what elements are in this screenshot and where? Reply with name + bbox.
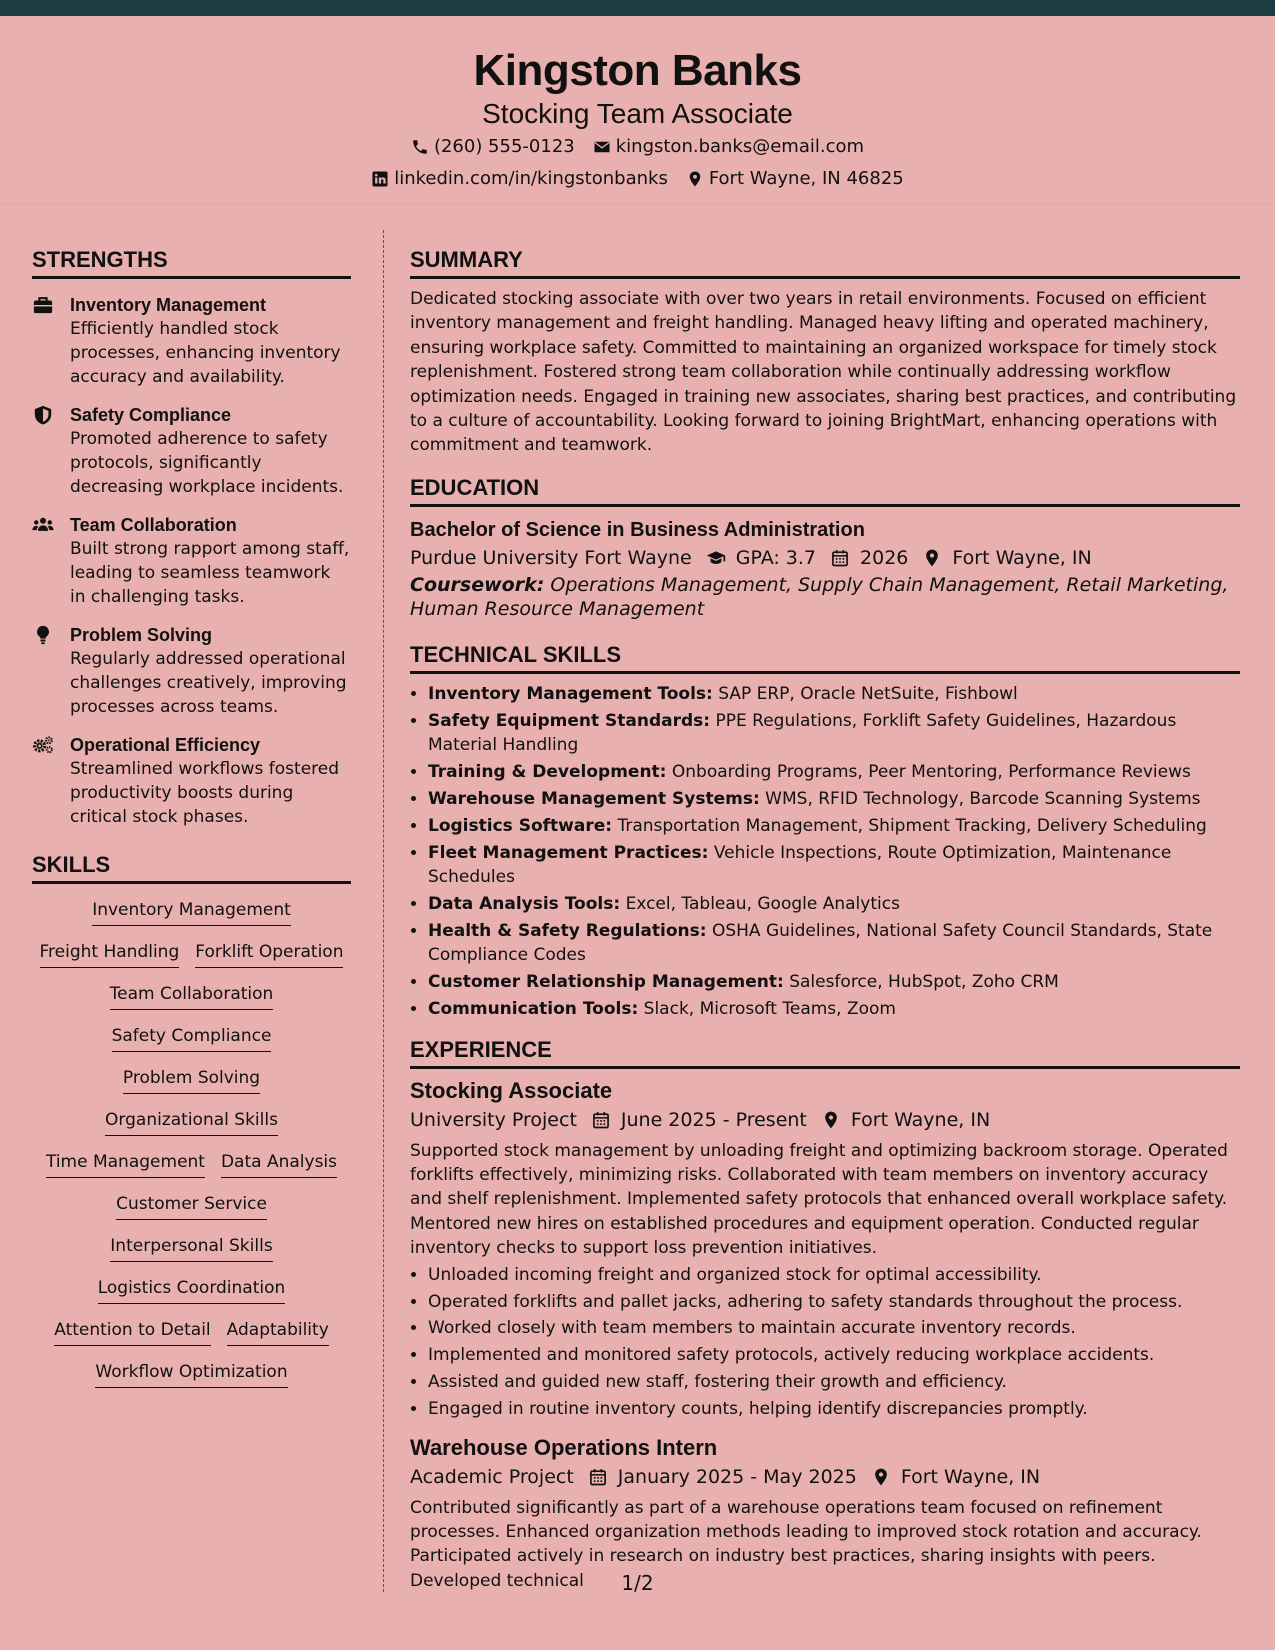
list-item: • Engaged in routine inventory counts, helping identify discrepancies promptly. bbox=[428, 1397, 1240, 1421]
candidate-title: Stocking Team Associate bbox=[482, 98, 793, 129]
education-meta bbox=[410, 543, 1240, 573]
strengths-heading: STRENGTHS bbox=[32, 246, 351, 279]
calendar-icon bbox=[830, 548, 850, 568]
tech-skill-label: Health & Safety Regulations: bbox=[428, 921, 707, 941]
tech-skill-value: Excel, Tableau, Google Analytics bbox=[625, 894, 900, 915]
tech-skill-value: PPE Regulations, Forklift Safety Guidelines, Hazardous Material Handling bbox=[428, 710, 1177, 756]
map-marker-icon bbox=[922, 548, 942, 568]
list-item bbox=[428, 892, 1240, 916]
technical-skills-list bbox=[410, 682, 1240, 1022]
tech-skill-value: Salesforce, HubSpot, Zoho CRM bbox=[789, 972, 1059, 993]
list-item: • Implemented and monitored safety protocols, actively reducing workplace accidents. bbox=[428, 1343, 1240, 1367]
coursework-list: Operations Management, Supply Chain Management, Retail Marketing, Human Resource Management bbox=[410, 573, 1229, 620]
job-location: Fort Wayne, IN bbox=[850, 1108, 991, 1131]
job-location: Fort Wayne, IN bbox=[900, 1465, 1041, 1488]
tech-skill-label: Logistics Software: bbox=[428, 815, 613, 836]
location-text: Fort Wayne, IN 46825 bbox=[708, 168, 904, 189]
linkedin-text: linkedin.com/in/kingstonbanks bbox=[394, 168, 668, 189]
skills-list bbox=[32, 898, 351, 1388]
users-icon bbox=[32, 515, 54, 535]
strength-title: Inventory Management bbox=[70, 295, 267, 315]
list-item bbox=[428, 709, 1240, 758]
technical-skills-section bbox=[410, 641, 1240, 1022]
strength-title: Safety Compliance bbox=[70, 405, 232, 425]
job-description: Contributed significantly as part of a warehouse operations team focused on refinement processes. Enhanced organization methods leading to improved stock rotation and accuracy. Participated actively in research on industry best practices, sharing insights with peers. Developed technical bbox=[410, 1497, 1202, 1591]
list-item: • Assisted and guided new staff, fostering their growth and efficiency. bbox=[428, 1370, 1240, 1394]
contact-location bbox=[686, 164, 904, 194]
tech-skill-label: Data Analysis Tools: bbox=[428, 894, 621, 915]
education-section bbox=[410, 474, 1240, 621]
skill-tag: Data Analysis bbox=[221, 1150, 337, 1178]
tech-skill-label: Fleet Management Practices: bbox=[428, 842, 709, 863]
list-item bbox=[428, 682, 1240, 706]
list-item: • Unloaded incoming freight and organized stock for optimal accessibility. bbox=[428, 1263, 1240, 1287]
summary-text: Dedicated stocking associate with over two years in retail environments. Focused on efficient inventory management and freight handling. Managed heavy lifting and operated machinery, ensuring workplace safety. Committed to maintaining an organized workspace for timely stock replenishment. Fostered strong team collaboration while continually addressing workflow optimization needs. Engaged in training new associates, sharing best practices, and contributing to a culture of accountability. Looking forward to joining BrightMart, enhancing operations with commitment and teamwork. bbox=[410, 289, 1237, 456]
strength-desc: Regularly addressed operational challenges creatively, improving processes across teams. bbox=[70, 649, 347, 717]
list-item bbox=[428, 919, 1240, 968]
calendar-icon bbox=[591, 1110, 611, 1130]
strength-desc: Built strong rapport among staff, leading to seamless teamwork in challenging tasks. bbox=[70, 539, 350, 607]
contact-linkedin[interactable] bbox=[371, 164, 668, 194]
technical-skills-heading: TECHNICAL SKILLS bbox=[410, 641, 1240, 674]
skill-tag: Workflow Optimization bbox=[95, 1360, 287, 1388]
skill-tag: Adaptability bbox=[227, 1318, 329, 1346]
tech-skill-value: SAP ERP, Oracle NetSuite, Fishbowl bbox=[718, 683, 1018, 704]
strength-desc: Efficiently handled stock processes, enhancing inventory accuracy and availability. bbox=[70, 319, 341, 387]
skill-tag: Logistics Coordination bbox=[98, 1276, 286, 1304]
tech-skill-label: Warehouse Management Systems: bbox=[428, 788, 760, 809]
strength-item bbox=[32, 293, 351, 389]
job-org: University Project bbox=[410, 1108, 577, 1131]
phone-text: (260) 555-0123 bbox=[433, 136, 575, 157]
experience-section bbox=[410, 1036, 1240, 1594]
contact-email[interactable] bbox=[593, 132, 864, 162]
list-item: • Worked closely with team members to maintain accurate inventory records. bbox=[428, 1316, 1240, 1340]
shield-icon bbox=[32, 405, 54, 425]
school-name: Purdue University Fort Wayne bbox=[410, 546, 692, 569]
list-item bbox=[428, 787, 1240, 811]
summary-heading: SUMMARY bbox=[410, 246, 1240, 279]
tech-skill-value: Slack, Microsoft Teams, Zoom bbox=[643, 999, 896, 1020]
map-marker-icon bbox=[686, 170, 704, 188]
contact-row-1 bbox=[0, 132, 1275, 162]
job-dates: January 2025 - May 2025 bbox=[617, 1465, 857, 1488]
email-text: kingston.banks@email.com bbox=[615, 136, 865, 157]
gpa: GPA: 3.7 bbox=[735, 546, 817, 569]
job-description: Supported stock management by unloading freight and optimizing backroom storage. Operated forklifts effectively, minimizing risks. Collaborated with team members on inventory accuracy and shelf replenishment. Implemented safety protocols that enhanced overall workplace safety. Mentored new hires on established procedures and equipment operation. Conducted regular inventory checks to support loss prevention initiatives. bbox=[410, 1140, 1228, 1259]
strength-desc: Streamlined workflows fostered productivity boosts during critical stock phases. bbox=[70, 759, 340, 827]
skill-tag: Attention to Detail bbox=[54, 1318, 210, 1346]
graduation-cap-icon bbox=[706, 548, 726, 568]
right-column bbox=[410, 246, 1240, 1593]
grad-year: 2026 bbox=[860, 546, 909, 569]
list-item bbox=[428, 997, 1240, 1021]
job-org: Academic Project bbox=[410, 1465, 574, 1488]
calendar-icon bbox=[588, 1467, 608, 1487]
tech-skill-label: Inventory Management Tools: bbox=[428, 683, 713, 704]
strength-desc: Promoted adherence to safety protocols, significantly decreasing workplace incidents. bbox=[70, 429, 344, 497]
phone-icon bbox=[411, 138, 429, 156]
skill-tag: Forklift Operation bbox=[195, 940, 343, 968]
linkedin-icon bbox=[371, 170, 389, 188]
job-meta bbox=[410, 1105, 1240, 1135]
coursework-label: Coursework: bbox=[410, 573, 545, 596]
job-title: Stocking Associate bbox=[410, 1077, 613, 1103]
contact-row-2 bbox=[0, 164, 1275, 194]
list-item bbox=[428, 760, 1240, 784]
job-meta bbox=[410, 1462, 1240, 1492]
job-title: Warehouse Operations Intern bbox=[410, 1434, 718, 1460]
strength-title: Problem Solving bbox=[70, 625, 213, 645]
job-dates: June 2025 - Present bbox=[620, 1108, 807, 1131]
tech-skill-value: OSHA Guidelines, National Safety Council Standards, State Compliance Codes bbox=[428, 921, 1213, 966]
school-location: Fort Wayne, IN bbox=[952, 546, 1092, 569]
tech-skill-label: Customer Relationship Management: bbox=[428, 972, 784, 993]
tech-skill-value: Transportation Management, Shipment Tracking, Delivery Scheduling bbox=[617, 815, 1207, 836]
skills-heading: SKILLS bbox=[32, 851, 351, 884]
skill-tag: Organizational Skills bbox=[105, 1108, 278, 1136]
skill-tag: Time Management bbox=[46, 1150, 205, 1178]
strength-item bbox=[32, 403, 351, 499]
map-marker-icon bbox=[821, 1110, 841, 1130]
map-marker-icon bbox=[871, 1467, 891, 1487]
skill-tag: Inventory Management bbox=[92, 898, 291, 926]
strength-item bbox=[32, 733, 351, 829]
briefcase-icon bbox=[32, 295, 54, 315]
gears-icon bbox=[32, 735, 54, 755]
job-bullets bbox=[410, 1263, 1240, 1422]
list-item bbox=[428, 814, 1240, 838]
tech-skill-value: Vehicle Inspections, Route Optimization, Maintenance Schedules bbox=[428, 842, 1172, 888]
resume-header bbox=[0, 16, 1275, 205]
strength-item bbox=[32, 513, 351, 609]
skill-tag: Team Collaboration bbox=[110, 982, 274, 1010]
tech-skill-label: Training & Development: bbox=[428, 762, 667, 783]
envelope-icon bbox=[593, 138, 611, 156]
candidate-name: Kingston Banks bbox=[473, 46, 802, 95]
tech-skill-label: Communication Tools: bbox=[428, 999, 639, 1020]
experience-heading: EXPERIENCE bbox=[410, 1036, 1240, 1069]
strength-title: Team Collaboration bbox=[70, 515, 237, 535]
skill-tag: Freight Handling bbox=[40, 940, 180, 968]
skill-tag: Problem Solving bbox=[123, 1066, 260, 1094]
tech-skill-value: Onboarding Programs, Peer Mentoring, Performance Reviews bbox=[671, 762, 1191, 783]
top-accent-bar bbox=[0, 0, 1275, 16]
list-item bbox=[428, 841, 1240, 890]
skill-tag: Safety Compliance bbox=[112, 1024, 272, 1052]
education-heading: EDUCATION bbox=[410, 474, 1240, 507]
page-number: 1/2 bbox=[621, 1571, 654, 1595]
skill-tag: Customer Service bbox=[116, 1192, 267, 1220]
strength-item bbox=[32, 623, 351, 719]
degree-title: Bachelor of Science in Business Administration bbox=[410, 518, 865, 541]
contact-phone bbox=[411, 132, 575, 162]
list-item: • Operated forklifts and pallet jacks, adhering to safety standards throughout the process. bbox=[428, 1290, 1240, 1314]
tech-skill-label: Safety Equipment Standards: bbox=[428, 710, 711, 731]
coursework bbox=[410, 573, 1240, 621]
strength-title: Operational Efficiency bbox=[70, 735, 261, 755]
lightbulb-icon bbox=[32, 625, 54, 645]
column-divider bbox=[383, 230, 384, 1592]
list-item bbox=[428, 970, 1240, 994]
skill-tag: Interpersonal Skills bbox=[110, 1234, 272, 1262]
left-column bbox=[32, 246, 351, 1388]
tech-skill-value: WMS, RFID Technology, Barcode Scanning Systems bbox=[765, 788, 1201, 809]
